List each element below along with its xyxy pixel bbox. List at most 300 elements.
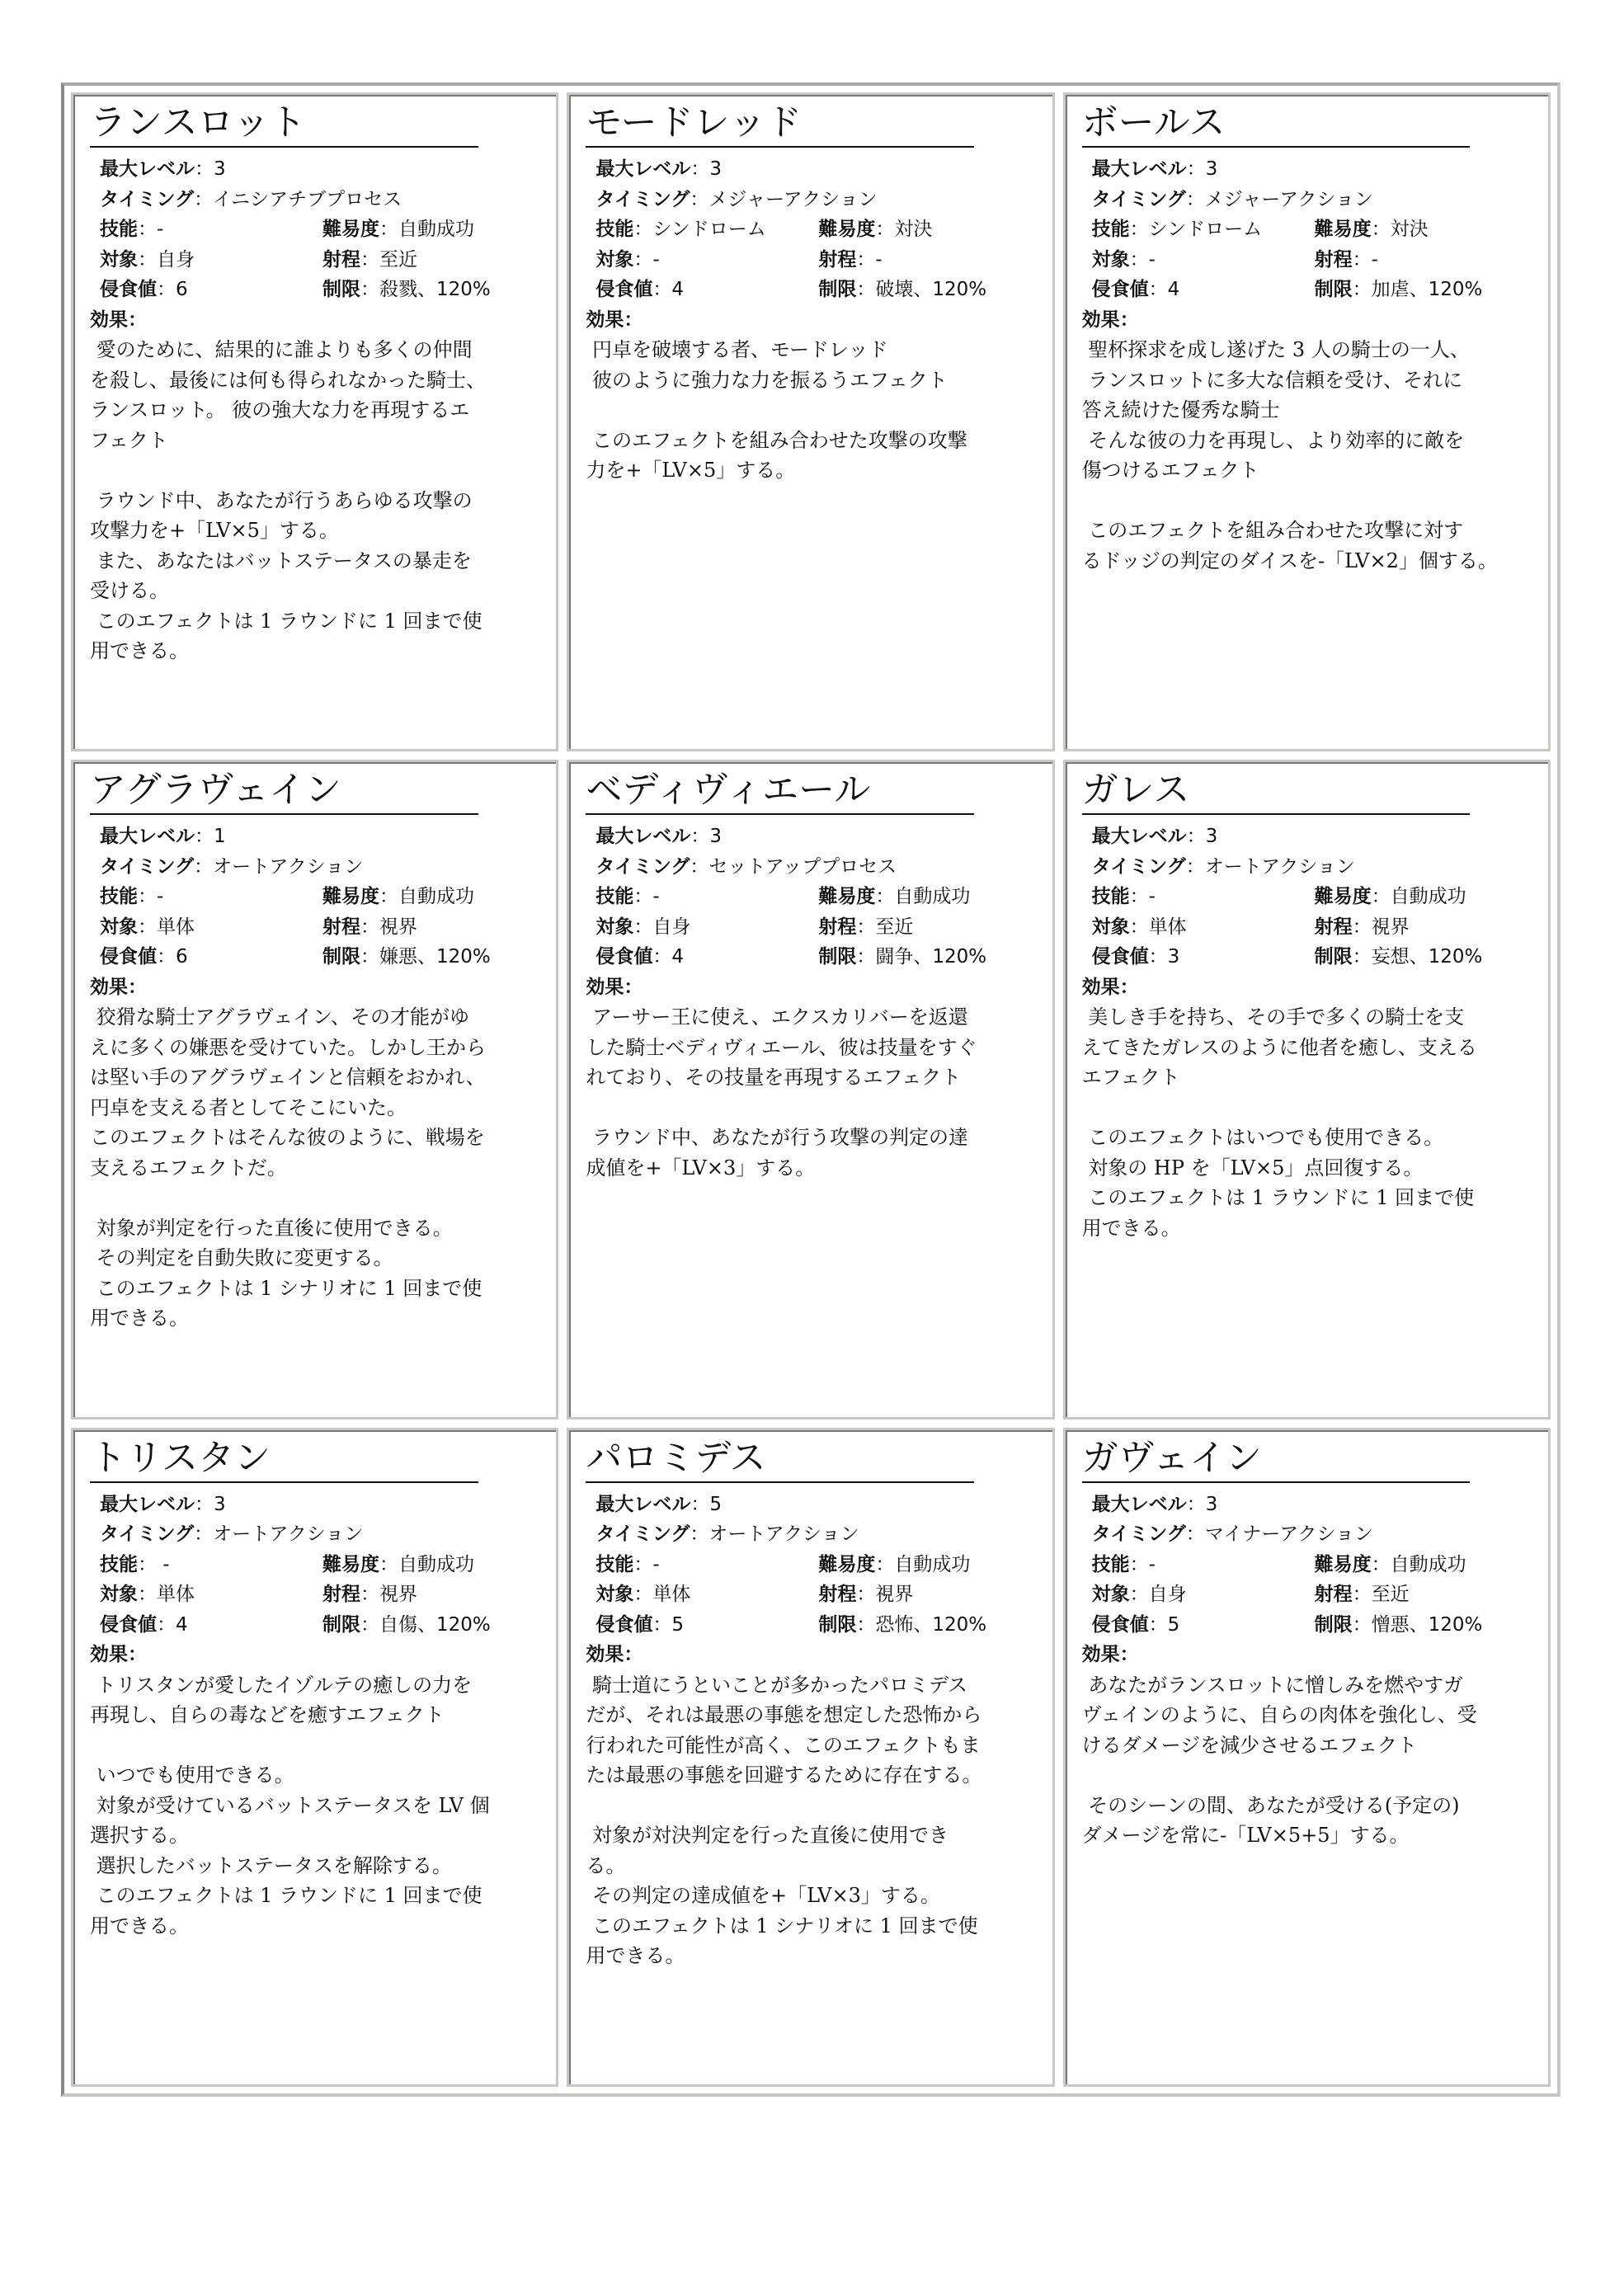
separator: ： <box>194 855 214 878</box>
erosion-value: 3 <box>1167 946 1180 968</box>
target-value: 単体 <box>1148 916 1187 938</box>
separator: ： <box>157 1613 176 1636</box>
separator: ： <box>157 946 176 968</box>
skill-cell <box>100 882 322 912</box>
limit-label: 制限 <box>1314 279 1353 300</box>
skill-label: 技能 <box>100 219 138 240</box>
difficulty-label: 難易度 <box>1314 219 1372 240</box>
separator: ： <box>624 308 643 331</box>
erosion-value: 6 <box>176 279 188 300</box>
range-label: 射程 <box>322 1584 360 1606</box>
difficulty-value: 自動成功 <box>398 886 474 908</box>
effect-card-2 <box>567 92 1054 751</box>
separator: ： <box>1129 248 1149 271</box>
effect-label: 効果 <box>586 308 624 331</box>
separator: ： <box>1148 279 1168 300</box>
target-cell <box>595 912 818 943</box>
effect-card-8 <box>567 1428 1054 2087</box>
limit-label: 制限 <box>1314 1613 1353 1636</box>
range-label: 射程 <box>322 248 360 271</box>
skill-row <box>1082 214 1533 245</box>
effect-card-9 <box>1063 1428 1551 2087</box>
effect-label: 効果 <box>90 1644 128 1666</box>
timing-value: マイナーアクション <box>1204 1523 1373 1546</box>
target-label: 対象 <box>100 916 138 938</box>
difficulty-cell <box>818 1550 970 1580</box>
range-cell <box>1315 245 1378 275</box>
skill-label: 技能 <box>595 886 634 908</box>
difficulty-label: 難易度 <box>818 1553 876 1575</box>
skill-cell <box>595 1550 818 1580</box>
separator: ： <box>379 886 398 908</box>
erosion-cell <box>100 942 322 972</box>
range-value: 視界 <box>379 916 417 938</box>
effect-card-3 <box>1063 92 1551 751</box>
target-label: 対象 <box>1091 248 1130 271</box>
skill-value: - <box>1148 1553 1156 1575</box>
separator: ： <box>1352 916 1372 938</box>
max-level-row <box>1082 154 1533 185</box>
range-label: 射程 <box>818 248 857 271</box>
separator: ： <box>128 976 147 998</box>
card-name: トリスタン <box>90 1437 478 1483</box>
max-level-label: 最大レベル <box>595 158 691 180</box>
separator: ： <box>360 916 379 938</box>
separator: ： <box>1129 886 1149 908</box>
max-level-value: 3 <box>1205 158 1218 180</box>
timing-label: タイミング <box>100 1523 195 1546</box>
erosion-label: 侵食値 <box>100 1613 157 1636</box>
skill-cell <box>100 214 322 245</box>
skill-value: - <box>652 886 660 908</box>
limit-label: 制限 <box>818 279 857 300</box>
separator: ： <box>194 188 214 210</box>
skill-row <box>90 882 541 912</box>
card-grid <box>71 92 1551 2087</box>
skill-row <box>1082 1550 1533 1580</box>
skill-row <box>90 1550 541 1580</box>
max-level-value: 3 <box>1205 1493 1218 1515</box>
limit-label: 制限 <box>1314 946 1353 968</box>
separator: ： <box>1371 1553 1391 1575</box>
difficulty-label: 難易度 <box>818 219 876 240</box>
effect-label: 効果 <box>90 308 128 331</box>
erosion-cell <box>595 942 818 972</box>
target-label: 対象 <box>595 916 634 938</box>
separator: ： <box>875 886 895 908</box>
max-level-row <box>586 1490 1037 1520</box>
erosion-label: 侵食値 <box>595 279 653 300</box>
target-cell <box>595 245 818 275</box>
separator: ： <box>1352 946 1372 968</box>
skill-row <box>586 214 1037 245</box>
timing-value: オートアクション <box>708 1523 859 1546</box>
effect-text: 騎士道にうといことが多かったパロミデス だが、それは最悪の事態を想定した恐怖から 行われた可能性が高く、このエフェクトもま たは最悪の事態を回避するために存在する。 対象が対決判定を行った直後に使用でき る。 その判定の達成値を+「LV×3」する。 このエフェクトは 1 シナリオに 1 回まで使 用できる。 <box>586 1673 982 1968</box>
limit-label: 制限 <box>322 1613 360 1636</box>
timing-row <box>586 1519 1037 1550</box>
skill-value: - <box>157 219 164 240</box>
effect-heading <box>586 1640 1037 1670</box>
skill-label: 技能 <box>595 1553 634 1575</box>
separator: ： <box>194 1523 214 1546</box>
separator: ： <box>633 1553 653 1575</box>
range-value: - <box>1371 248 1378 271</box>
target-row <box>90 245 541 275</box>
erosion-row <box>90 275 541 305</box>
skill-cell <box>595 882 818 912</box>
card-name: ボールス <box>1082 101 1471 148</box>
separator: ： <box>195 158 214 180</box>
timing-value: セットアッププロセス <box>708 855 897 878</box>
separator: ： <box>138 886 157 908</box>
effect-card-sheet <box>61 82 1560 2097</box>
skill-value: - <box>157 1553 170 1575</box>
separator: ： <box>1186 826 1206 848</box>
timing-label: タイミング <box>1091 855 1186 878</box>
card-name: アグラヴェイン <box>90 769 478 815</box>
separator: ： <box>1352 1584 1372 1606</box>
separator: ： <box>856 279 876 300</box>
timing-row <box>90 185 541 215</box>
target-row <box>1082 912 1533 943</box>
skill-value: - <box>1148 886 1156 908</box>
skill-label: 技能 <box>1091 219 1130 240</box>
erosion-value: 5 <box>671 1613 684 1636</box>
effect-label: 効果 <box>586 976 624 998</box>
target-row <box>1082 1580 1533 1610</box>
target-label: 対象 <box>100 248 138 271</box>
card-name: ガヴェイン <box>1082 1437 1471 1483</box>
difficulty-value: 自動成功 <box>894 1553 971 1575</box>
separator: ： <box>195 1493 214 1515</box>
difficulty-value: 対決 <box>894 219 933 240</box>
difficulty-cell <box>322 882 474 912</box>
difficulty-cell <box>818 214 932 245</box>
target-value: - <box>652 248 660 271</box>
erosion-row <box>1082 942 1533 972</box>
limit-cell <box>322 275 491 305</box>
target-row <box>1082 245 1533 275</box>
erosion-value: 4 <box>176 1613 188 1636</box>
difficulty-label: 難易度 <box>322 886 379 908</box>
timing-row <box>90 852 541 883</box>
separator: ： <box>360 946 379 968</box>
erosion-row <box>586 942 1037 972</box>
limit-value: 殺戮、120% <box>379 279 491 300</box>
limit-cell <box>1315 942 1483 972</box>
max-level-label: 最大レベル <box>595 1493 691 1515</box>
range-label: 射程 <box>1314 248 1353 271</box>
card-name: ランスロット <box>90 101 478 148</box>
max-level-value: 1 <box>214 826 226 848</box>
erosion-cell <box>1092 942 1315 972</box>
effect-card-5 <box>567 760 1054 1419</box>
separator: ： <box>690 1493 710 1515</box>
skill-label: 技能 <box>100 1553 138 1575</box>
max-level-row <box>1082 822 1533 852</box>
erosion-cell <box>1092 275 1315 305</box>
limit-value: 闘争、120% <box>875 946 987 968</box>
skill-cell <box>1092 214 1315 245</box>
difficulty-cell <box>1315 214 1429 245</box>
target-label: 対象 <box>1091 1584 1130 1606</box>
range-cell <box>1315 912 1410 943</box>
separator: ： <box>1185 188 1205 210</box>
range-value: 至近 <box>379 248 417 271</box>
separator: ： <box>624 976 643 998</box>
target-value: - <box>1148 248 1156 271</box>
max-level-row <box>1082 1490 1533 1520</box>
separator: ： <box>195 826 214 848</box>
target-row <box>586 912 1037 943</box>
separator: ： <box>138 916 157 938</box>
timing-row <box>1082 852 1533 883</box>
effect-text: トリスタンが愛したイゾルテの癒しの力を 再現し、自らの毒などを癒すエフェクト いつでも使用できる。 対象が受けているバットステータスを LV 個 選択する。 選択したバットステータスを解除する。 このエフェクトは 1 ラウンドに 1 回まで使 用できる。 <box>90 1673 490 1938</box>
limit-label: 制限 <box>322 279 360 300</box>
timing-label: タイミング <box>595 1523 690 1546</box>
separator: ： <box>138 1553 157 1575</box>
timing-label: タイミング <box>100 188 195 210</box>
separator: ： <box>690 188 709 210</box>
separator: ： <box>138 219 157 240</box>
range-value: 至近 <box>1371 1584 1410 1606</box>
difficulty-cell <box>818 882 970 912</box>
timing-value: オートアクション <box>213 1523 364 1546</box>
separator: ： <box>856 1584 876 1606</box>
limit-value: 自傷、120% <box>379 1613 491 1636</box>
separator: ： <box>128 308 147 331</box>
timing-value: メジャーアクション <box>708 188 878 210</box>
separator: ： <box>856 946 876 968</box>
limit-label: 制限 <box>322 946 360 968</box>
separator: ： <box>856 1613 876 1636</box>
max-level-label: 最大レベル <box>1091 158 1187 180</box>
separator: ： <box>633 219 653 240</box>
max-level-value: 3 <box>709 158 722 180</box>
card-name: ベディヴィエール <box>586 769 974 815</box>
separator: ： <box>138 248 157 271</box>
separator: ： <box>1129 1584 1149 1606</box>
erosion-cell <box>100 275 322 305</box>
difficulty-value: 対決 <box>1390 219 1429 240</box>
timing-row <box>90 1519 541 1550</box>
effect-text: 聖杯探求を成し遂げた 3 人の騎士の一人、 ランスロットに多大な信頼を受け、それに 答え続けた優秀な騎士 そんな彼の力を再現し、より効率的に敵を 傷つけるエフェクト このエフェクトを組み合わせた攻撃に対す るドッジの判定のダイスを-「LV×2」個する。 <box>1081 338 1498 572</box>
target-label: 対象 <box>595 1584 634 1606</box>
max-level-label: 最大レベル <box>100 826 195 848</box>
range-cell <box>818 245 882 275</box>
target-row <box>586 1580 1037 1610</box>
difficulty-label: 難易度 <box>818 886 876 908</box>
separator: ： <box>652 1613 672 1636</box>
effect-text: アーサー王に使え、エクスカリバーを返還 した騎士ベディヴィエール、彼は技量をすぐ れており、その技量を再現するエフェクト ラウンド中、あなたが行う攻撃の判定の達 成値を+「LV×3」する。 <box>586 1005 977 1179</box>
erosion-row <box>90 942 541 972</box>
effect-heading <box>586 972 1037 1003</box>
erosion-label: 侵食値 <box>595 1613 653 1636</box>
timing-label: タイミング <box>595 188 690 210</box>
separator: ： <box>379 1553 398 1575</box>
range-cell <box>818 1580 913 1610</box>
timing-value: イニシアチブプロセス <box>213 188 402 210</box>
effect-label: 効果 <box>586 1644 624 1666</box>
limit-value: 恐怖、120% <box>875 1613 987 1636</box>
skill-cell <box>100 1550 322 1580</box>
effect-heading <box>90 305 541 336</box>
target-row <box>90 1580 541 1610</box>
skill-row <box>586 882 1037 912</box>
separator: ： <box>856 916 876 938</box>
separator: ： <box>1129 1553 1149 1575</box>
separator: ： <box>128 1644 147 1666</box>
separator: ： <box>1185 855 1205 878</box>
limit-cell <box>818 1610 986 1641</box>
erosion-cell <box>1092 1610 1315 1641</box>
skill-value: - <box>652 1553 660 1575</box>
separator: ： <box>1186 1493 1206 1515</box>
timing-value: オートアクション <box>213 855 364 878</box>
target-cell <box>100 245 322 275</box>
limit-cell <box>322 942 491 972</box>
difficulty-cell <box>322 214 474 245</box>
max-level-row <box>586 154 1037 185</box>
range-cell <box>818 912 913 943</box>
range-value: 視界 <box>875 1584 914 1606</box>
erosion-cell <box>100 1610 322 1641</box>
timing-row <box>1082 1519 1533 1550</box>
separator: ： <box>652 946 672 968</box>
target-value: 単体 <box>157 916 195 938</box>
effect-text: あなたがランスロットに憎しみを燃やすガ ヴェインのように、自らの肉体を強化し、受 けるダメージを減少させるエフェクト そのシーンの間、あなたが受ける(予定の) ダメージを常に-「LV×5+5」する。 <box>1081 1673 1477 1848</box>
separator: ： <box>1371 886 1391 908</box>
target-cell <box>100 912 322 943</box>
target-row <box>90 912 541 943</box>
max-level-value: 3 <box>214 158 226 180</box>
timing-row <box>586 185 1037 215</box>
separator: ： <box>1186 158 1206 180</box>
effect-card-4 <box>71 760 558 1419</box>
effect-heading <box>1082 305 1533 336</box>
effect-text: 円卓を破壊する者、モードレッド 彼のように強力な力を振るうエフェクト このエフェクトを組み合わせた攻撃の攻撃 力を+「LV×5」する。 <box>586 338 967 482</box>
separator: ： <box>633 886 653 908</box>
effect-heading <box>586 305 1037 336</box>
difficulty-cell <box>1315 882 1466 912</box>
difficulty-value: 自動成功 <box>1390 886 1466 908</box>
effect-card-6 <box>1063 760 1551 1419</box>
limit-cell <box>1315 275 1483 305</box>
target-value: 自身 <box>157 248 195 271</box>
difficulty-label: 難易度 <box>1314 1553 1372 1575</box>
timing-label: タイミング <box>100 855 195 878</box>
erosion-label: 侵食値 <box>1091 279 1149 300</box>
separator: ： <box>624 1644 643 1666</box>
max-level-label: 最大レベル <box>100 1493 195 1515</box>
erosion-value: 6 <box>176 946 188 968</box>
separator: ： <box>690 826 710 848</box>
target-label: 対象 <box>595 248 634 271</box>
separator: ： <box>360 1613 379 1636</box>
effect-label: 効果 <box>1081 976 1120 998</box>
separator: ： <box>1352 248 1372 271</box>
target-cell <box>1092 1580 1315 1610</box>
target-row <box>586 245 1037 275</box>
target-cell <box>1092 912 1315 943</box>
card-name: パロミデス <box>586 1437 974 1483</box>
erosion-cell <box>595 275 818 305</box>
effect-heading <box>1082 972 1533 1003</box>
erosion-row <box>90 1610 541 1641</box>
separator: ： <box>690 1523 709 1546</box>
separator: ： <box>1119 1644 1139 1666</box>
range-label: 射程 <box>322 916 360 938</box>
difficulty-label: 難易度 <box>322 219 379 240</box>
difficulty-value: 自動成功 <box>894 886 971 908</box>
erosion-label: 侵食値 <box>595 946 653 968</box>
skill-row <box>90 214 541 245</box>
range-value: 視界 <box>1371 916 1410 938</box>
limit-value: 嫌悪、120% <box>379 946 491 968</box>
max-level-value: 3 <box>214 1493 226 1515</box>
erosion-row <box>1082 275 1533 305</box>
max-level-row <box>90 822 541 852</box>
separator: ： <box>1148 1613 1168 1636</box>
timing-label: タイミング <box>1091 188 1186 210</box>
effect-heading <box>90 1640 541 1670</box>
difficulty-label: 難易度 <box>322 1553 379 1575</box>
limit-cell <box>1315 1610 1483 1641</box>
timing-row <box>586 852 1037 883</box>
target-label: 対象 <box>100 1584 138 1606</box>
target-value: 自身 <box>652 916 691 938</box>
max-level-value: 3 <box>709 826 722 848</box>
range-value: - <box>875 248 883 271</box>
effect-heading <box>1082 1640 1533 1670</box>
max-level-label: 最大レベル <box>100 158 195 180</box>
separator: ： <box>360 279 379 300</box>
target-value: 自身 <box>1148 1584 1187 1606</box>
erosion-label: 侵食値 <box>1091 1613 1149 1636</box>
max-level-label: 最大レベル <box>595 826 691 848</box>
target-value: 単体 <box>652 1584 691 1606</box>
range-value: 視界 <box>379 1584 417 1606</box>
skill-cell <box>1092 882 1315 912</box>
skill-label: 技能 <box>1091 1553 1130 1575</box>
effect-card-1 <box>71 92 558 751</box>
card-name: モードレッド <box>586 101 974 148</box>
separator: ： <box>633 1584 653 1606</box>
separator: ： <box>1148 946 1168 968</box>
target-value: 単体 <box>157 1584 195 1606</box>
range-label: 射程 <box>818 1584 857 1606</box>
effect-label: 効果 <box>90 976 128 998</box>
max-level-row <box>90 154 541 185</box>
target-cell <box>595 1580 818 1610</box>
skill-label: 技能 <box>1091 886 1130 908</box>
range-cell <box>322 912 417 943</box>
target-label: 対象 <box>1091 916 1130 938</box>
erosion-row <box>586 1610 1037 1641</box>
range-label: 射程 <box>1314 916 1353 938</box>
separator: ： <box>1185 1523 1205 1546</box>
separator: ： <box>1129 219 1149 240</box>
separator: ： <box>1371 219 1391 240</box>
range-label: 射程 <box>1314 1584 1353 1606</box>
range-label: 射程 <box>818 916 857 938</box>
range-cell <box>322 1580 417 1610</box>
card-name: ガレス <box>1082 769 1471 815</box>
timing-label: タイミング <box>595 855 690 878</box>
erosion-label: 侵食値 <box>100 279 157 300</box>
difficulty-label: 難易度 <box>1314 886 1372 908</box>
separator: ： <box>633 916 653 938</box>
